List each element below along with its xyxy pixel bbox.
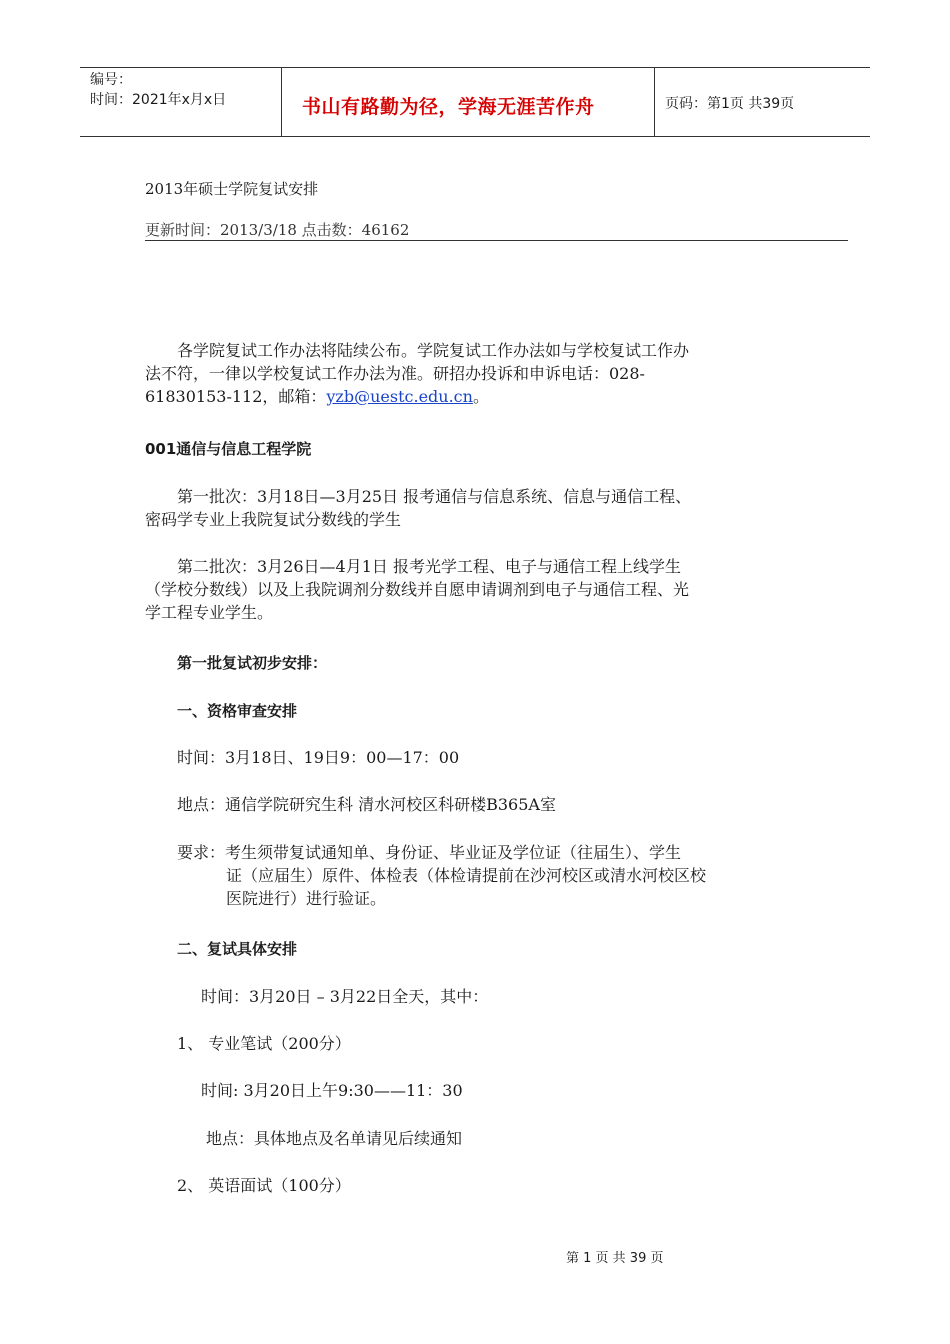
page-title: 2013年硕士学院复试安排 bbox=[145, 180, 319, 198]
section-one-time: 时间：3月18日、19日9：00—17：00 bbox=[177, 748, 460, 767]
page-footer: 第 1 页 共 39 页 bbox=[566, 1251, 664, 1266]
header-left bbox=[90, 70, 226, 110]
batch-one-line: 密码学专业上我院复试分数线的学生 bbox=[145, 510, 402, 529]
section-one-place: 地点：通信学院研究生科 清水河校区科研楼B365A室 bbox=[177, 795, 556, 814]
requirements-line: 医院进行）进行验证。 bbox=[226, 889, 387, 908]
intro-line: 法不符，一律以学校复试工作办法为准。研招办投诉和申诉电话：028- bbox=[145, 364, 645, 383]
title-divider bbox=[145, 240, 848, 241]
batch-one-line: 第一批次：3月18日—3月25日 报考通信与信息系统、信息与通信工程、 bbox=[177, 487, 692, 506]
intro-line: 各学院复试工作办法将陆续公布。学院复试工作办法如与学校复试工作办 bbox=[177, 341, 690, 360]
intro-paragraph bbox=[145, 339, 689, 408]
batch-two-line: 第二批次：3月26日—4月1日 报考光学工程、电子与通信工程上线学生 bbox=[177, 557, 681, 576]
date-line: 时间：2021年x月x日 bbox=[90, 92, 227, 108]
update-meta: 更新时间：2013/3/18 点击数：46162 bbox=[145, 221, 410, 239]
intro-line-suffix: 。 bbox=[472, 387, 489, 406]
intro-line-prefix: 61830153-112，邮箱： bbox=[145, 387, 327, 406]
requirements-line: 证（应届生）原件、体检表（体检请提前在沙河校区或清水河校区校 bbox=[226, 866, 707, 885]
requirements-line: 要求：考生须带复试通知单、身份证、毕业证及学位证（往届生）、学生 bbox=[177, 843, 682, 862]
item-one-label: 1、 专业笔试（200分） bbox=[177, 1034, 351, 1053]
item-two-label: 2、 英语面试（100分） bbox=[177, 1176, 351, 1195]
header-motto: 书山有路勤为径，学海无涯苦作舟 bbox=[302, 96, 595, 118]
section-one-heading: 一、资格审查安排 bbox=[177, 702, 298, 720]
batch-two-line: 学工程专业学生。 bbox=[145, 603, 274, 622]
prelim-title: 第一批复试初步安排： bbox=[177, 654, 328, 672]
batch-one-paragraph bbox=[145, 485, 691, 531]
header-divider bbox=[281, 68, 282, 136]
batch-two-line: （学校分数线）以及上我院调剂分数线并自愿申请调剂到电子与通信工程、光 bbox=[145, 580, 690, 599]
email-link[interactable]: yzb@uestc.edu.cn bbox=[326, 387, 473, 406]
item-one-time: 时间: 3月20日上午9:30——11：30 bbox=[201, 1081, 463, 1100]
code-label: 编号： bbox=[90, 72, 132, 88]
section-two-time: 时间：3月20日 – 3月22日全天，其中： bbox=[201, 987, 489, 1006]
page-header bbox=[80, 67, 870, 137]
header-divider bbox=[654, 68, 655, 136]
department-title: 001通信与信息工程学院 bbox=[145, 440, 312, 458]
item-one-place: 地点：具体地点及名单请见后续通知 bbox=[206, 1129, 463, 1148]
section-one-requirements bbox=[177, 841, 706, 910]
intro-line bbox=[145, 385, 689, 408]
batch-two-paragraph bbox=[145, 555, 689, 624]
section-two-heading: 二、复试具体安排 bbox=[177, 940, 298, 958]
header-page-info: 页码：第1页 共39页 bbox=[665, 96, 795, 112]
